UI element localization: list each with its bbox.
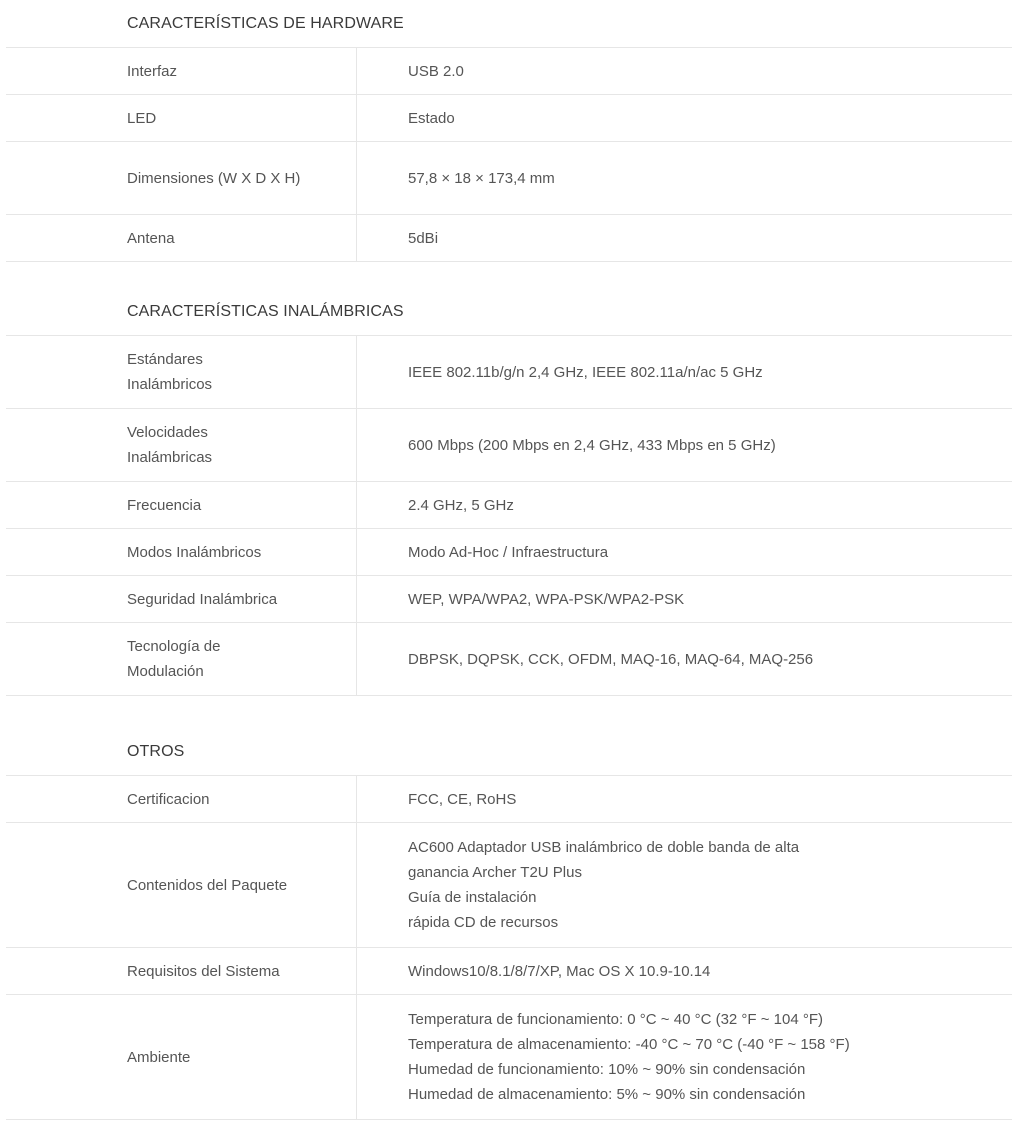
spec-value-line: Temperatura de funcionamiento: 0 °C ~ 40 °C (32 °F ~ 104 °F) bbox=[408, 1011, 824, 1028]
section-spacer bbox=[0, 262, 1016, 288]
table-row bbox=[6, 948, 1012, 995]
table-row bbox=[6, 576, 1012, 623]
spec-label: Frecuencia bbox=[127, 496, 202, 514]
spec-value: 600 Mbps (200 Mbps en 2,4 GHz, 433 Mbps en 5 GHz) bbox=[408, 436, 776, 454]
spec-label: Velocidades Inalámbricas bbox=[127, 424, 213, 466]
spec-label: Ambiente bbox=[127, 1048, 191, 1066]
spec-label: Interfaz bbox=[127, 62, 178, 80]
table-row bbox=[6, 482, 1012, 529]
spec-value-line: rápida CD de recursos bbox=[408, 914, 559, 931]
table-row bbox=[6, 215, 1012, 262]
table-row bbox=[6, 409, 1012, 482]
spec-label: Requisitos del Sistema bbox=[127, 962, 280, 980]
section-spacer bbox=[0, 696, 1016, 728]
spec-label: Estándares Inalámbricos bbox=[127, 351, 213, 393]
spec-table-hardware bbox=[6, 47, 1012, 262]
spec-value: Windows10/8.1/8/7/XP, Mac OS X 10.9-10.14 bbox=[408, 962, 711, 980]
table-row bbox=[6, 623, 1012, 696]
spec-label: Modos Inalámbricos bbox=[127, 543, 262, 561]
table-row bbox=[6, 529, 1012, 576]
spec-value-line: Humedad de funcionamiento: 10% ~ 90% sin condensación bbox=[408, 1061, 806, 1078]
section-title: CARACTERÍSTICAS DE HARDWARE bbox=[127, 14, 404, 32]
spec-label: Antena bbox=[127, 229, 175, 247]
spec-label: Contenidos del Paquete bbox=[127, 876, 288, 894]
section-hardware bbox=[0, 0, 1012, 262]
spec-value: WEP, WPA/WPA2, WPA-PSK/WPA2-PSK bbox=[408, 590, 685, 608]
spec-label: LED bbox=[127, 109, 157, 127]
spec-value-line: Temperatura de almacenamiento: -40 °C ~ 70 °C (-40 °F ~ 158 °F) bbox=[408, 1036, 850, 1053]
table-row bbox=[6, 823, 1012, 948]
table-row bbox=[6, 995, 1012, 1120]
table-row bbox=[6, 48, 1012, 95]
table-row bbox=[6, 776, 1012, 823]
spec-value-line: Humedad de almacenamiento: 5% ~ 90% sin condensación bbox=[408, 1086, 806, 1103]
spec-value-line: ganancia Archer T2U Plus bbox=[408, 864, 582, 881]
spec-value: IEEE 802.11b/g/n 2,4 GHz, IEEE 802.11a/n/ac 5 GHz bbox=[408, 363, 763, 381]
section-wireless bbox=[0, 288, 1012, 696]
table-row bbox=[6, 142, 1012, 215]
spec-label: Tecnología de Modulación bbox=[127, 638, 221, 680]
spec-label: Certificacion bbox=[127, 790, 210, 808]
spec-value: USB 2.0 bbox=[408, 62, 464, 80]
spec-value: DBPSK, DQPSK, CCK, OFDM, MAQ-16, MAQ-64, MAQ-256 bbox=[408, 650, 814, 668]
spec-value: FCC, CE, RoHS bbox=[408, 790, 517, 808]
spec-label: Seguridad Inalámbrica bbox=[127, 590, 278, 608]
spec-value: Estado bbox=[408, 109, 455, 127]
spec-value: 57,8 × 18 × 173,4 mm bbox=[408, 169, 555, 187]
spec-label: Dimensiones (W X D X H) bbox=[127, 169, 301, 187]
spec-value-line: AC600 Adaptador USB inalámbrico de doble banda de alta bbox=[408, 839, 800, 856]
spec-value-line: Guía de instalación bbox=[408, 889, 537, 906]
spec-table-others bbox=[6, 775, 1012, 1120]
table-row bbox=[6, 95, 1012, 142]
section-title: CARACTERÍSTICAS INALÁMBRICAS bbox=[127, 302, 404, 320]
section-others bbox=[0, 728, 1012, 1120]
table-row bbox=[6, 336, 1012, 409]
spec-value: Modo Ad-Hoc / Infraestructura bbox=[408, 543, 609, 561]
spec-table-wireless bbox=[6, 335, 1012, 696]
section-title: OTROS bbox=[127, 742, 185, 760]
spec-value: 5dBi bbox=[408, 229, 439, 247]
spec-value: 2.4 GHz, 5 GHz bbox=[408, 496, 514, 514]
